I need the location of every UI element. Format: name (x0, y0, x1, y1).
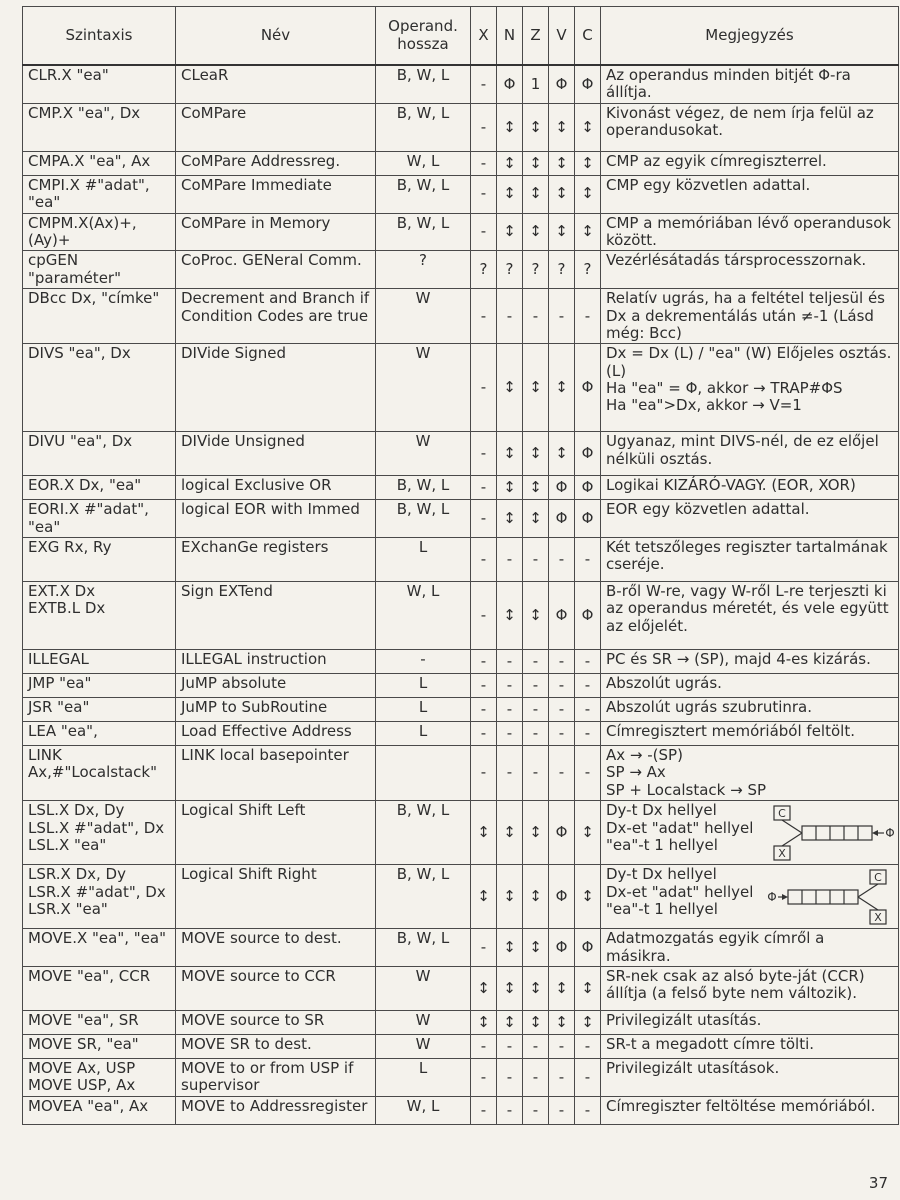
table-row (23, 213, 899, 251)
name-cell: MOVE to or from USP if supervisor (176, 1059, 376, 1097)
flag-cell: Φ (549, 476, 575, 500)
flag-cell: - (549, 1035, 575, 1059)
flag-cell: ↕ (549, 151, 575, 175)
table-row (23, 674, 899, 698)
syntax-cell: EXT.X Dx EXTB.L Dx (23, 582, 176, 650)
flag-cell: ↕ (575, 1011, 601, 1035)
syntax-cell: MOVE Ax, USP MOVE USP, Ax (23, 1059, 176, 1097)
flag-cell: - (523, 1035, 549, 1059)
flag-cell: ↕ (497, 865, 523, 929)
table-row (23, 432, 899, 476)
flag-cell: ↕ (549, 103, 575, 151)
table-row (23, 801, 899, 865)
flag-cell: ↕ (575, 103, 601, 151)
table-row (23, 65, 899, 103)
flag-cell: ↕ (497, 476, 523, 500)
operand-size-cell: L (376, 674, 471, 698)
name-cell: EXchanGe registers (176, 538, 376, 582)
name-cell: CoMPare in Memory (176, 213, 376, 251)
operand-size-cell: L (376, 1059, 471, 1097)
flag-cell: - (523, 1059, 549, 1097)
note-cell: Privilegizált utasítás. (601, 1011, 899, 1035)
note-cell: Az operandus minden bitjét Φ-ra állítja. (601, 65, 899, 103)
flag-cell: ↕ (523, 582, 549, 650)
table-row (23, 175, 899, 213)
name-cell: MOVE source to dest. (176, 929, 376, 967)
syntax-cell: CMPI.X #"adat", "ea" (23, 175, 176, 213)
operand-size-cell: B, W, L (376, 213, 471, 251)
flag-cell: ↕ (523, 432, 549, 476)
flag-cell: ↕ (497, 1011, 523, 1035)
flag-cell: - (523, 674, 549, 698)
flag-cell: ↕ (575, 865, 601, 929)
flag-cell: - (549, 289, 575, 344)
name-cell: MOVE SR to dest. (176, 1035, 376, 1059)
zero-input-label: Φ (767, 890, 777, 905)
table-row (23, 1035, 899, 1059)
flag-cell: ↕ (549, 432, 575, 476)
flag-cell: Φ (549, 65, 575, 103)
flag-cell: Φ (549, 500, 575, 538)
flag-cell: - (471, 1059, 497, 1097)
flag-cell: Φ (575, 432, 601, 476)
flag-cell: - (549, 538, 575, 582)
zero-input-label: Φ (885, 826, 895, 841)
syntax-cell: EOR.X Dx, "ea" (23, 476, 176, 500)
flag-cell: - (497, 1035, 523, 1059)
flag-cell: ↕ (523, 801, 549, 865)
flag-cell: - (497, 538, 523, 582)
table-body (23, 65, 899, 1124)
table-row (23, 722, 899, 746)
flag-cell: ↕ (549, 175, 575, 213)
note-cell: B-ről W-re, vagy W-ről L-re terjeszti ki az operandus méretét, és vele együtt az előjelét. (601, 582, 899, 650)
flag-cell: Φ (549, 865, 575, 929)
operand-size-cell: B, W, L (376, 65, 471, 103)
flag-cell: - (471, 65, 497, 103)
syntax-cell: LSL.X Dx, Dy LSL.X #"adat", Dx LSL.X "ea" (23, 801, 176, 865)
flag-cell: Φ (575, 929, 601, 967)
flag-cell: ↕ (471, 801, 497, 865)
flag-cell: - (471, 1096, 497, 1124)
flag-cell: Φ (575, 476, 601, 500)
table-row (23, 476, 899, 500)
flag-cell: ↕ (523, 500, 549, 538)
syntax-cell: DIVU "ea", Dx (23, 432, 176, 476)
col-operand-size: Operand. hossza (376, 7, 471, 66)
flag-cell: - (523, 722, 549, 746)
table-row (23, 151, 899, 175)
flag-cell: - (471, 674, 497, 698)
flag-cell: - (497, 1059, 523, 1097)
operand-size-cell: L (376, 538, 471, 582)
flag-cell: - (523, 1096, 549, 1124)
name-cell: MOVE source to CCR (176, 967, 376, 1011)
note-cell: Dy-t Dx hellyel Dx-et "adat" hellyel "ea"-t 1 hellyel C X Φ (601, 865, 899, 929)
name-cell: JuMP absolute (176, 674, 376, 698)
flag-cell: - (471, 289, 497, 344)
flag-cell: - (575, 722, 601, 746)
flag-cell: ↕ (523, 175, 549, 213)
operand-size-cell: B, W, L (376, 476, 471, 500)
name-cell: CLeaR (176, 65, 376, 103)
table-row (23, 698, 899, 722)
flag-cell: - (575, 650, 601, 674)
name-cell: CoMPare Addressreg. (176, 151, 376, 175)
flag-cell: - (497, 698, 523, 722)
note-cell: Adatmozgatás egyik címről a másikra. (601, 929, 899, 967)
flag-cell: ↕ (549, 344, 575, 432)
table-row (23, 865, 899, 929)
note-cell: Relatív ugrás, ha a feltétel teljesül és Dx a dekrementálás után ≠-1 (Lásd még: Bcc) (601, 289, 899, 344)
operand-size-cell: L (376, 698, 471, 722)
flag-cell: ↕ (575, 967, 601, 1011)
table-row (23, 967, 899, 1011)
flag-cell: - (549, 698, 575, 722)
flag-cell: ↕ (497, 500, 523, 538)
flag-cell: ↕ (471, 967, 497, 1011)
flag-cell: - (523, 650, 549, 674)
operand-size-cell: W (376, 1035, 471, 1059)
syntax-cell: MOVE "ea", SR (23, 1011, 176, 1035)
arrow-icon (858, 897, 878, 910)
flag-cell: ↕ (497, 432, 523, 476)
shift-right-diagram (766, 868, 896, 926)
instruction-table (22, 6, 899, 1125)
flag-cell: ↕ (497, 582, 523, 650)
flag-cell: Φ (575, 65, 601, 103)
shift-left-diagram (766, 804, 896, 862)
flag-cell: ↕ (549, 967, 575, 1011)
flag-cell: ↕ (523, 1011, 549, 1035)
col-flag-n: N (497, 7, 523, 66)
flag-cell: - (575, 1096, 601, 1124)
flag-cell: Φ (497, 65, 523, 103)
syntax-cell: JMP "ea" (23, 674, 176, 698)
flag-cell: ↕ (497, 175, 523, 213)
flag-cell: ↕ (523, 344, 549, 432)
flag-cell: ? (549, 251, 575, 289)
flag-cell: - (497, 746, 523, 801)
extend-flag-label: X (874, 911, 882, 925)
syntax-cell: LSR.X Dx, Dy LSR.X #"adat", Dx LSR.X "ea" (23, 865, 176, 929)
carry-flag-label: C (778, 807, 786, 821)
flag-cell: ↕ (523, 151, 549, 175)
extend-flag-label: X (778, 847, 786, 861)
flag-cell: - (575, 674, 601, 698)
name-cell: MOVE to Addressregister (176, 1096, 376, 1124)
syntax-cell: MOVE "ea", CCR (23, 967, 176, 1011)
name-cell: CoMPare Immediate (176, 175, 376, 213)
table-row (23, 538, 899, 582)
syntax-cell: JSR "ea" (23, 698, 176, 722)
name-cell: LINK local basepointer (176, 746, 376, 801)
note-cell: CMP egy közvetlen adattal. (601, 175, 899, 213)
register-box-icon (802, 826, 872, 840)
note-cell: Kivonást végez, de nem írja felül az operandusokat. (601, 103, 899, 151)
operand-size-cell: W, L (376, 582, 471, 650)
flag-cell: - (471, 500, 497, 538)
name-cell: logical EOR with Immed (176, 500, 376, 538)
syntax-cell: MOVE SR, "ea" (23, 1035, 176, 1059)
flag-cell: Φ (549, 801, 575, 865)
syntax-cell: cpGEN "paraméter" (23, 251, 176, 289)
flag-cell: - (575, 289, 601, 344)
flag-cell: - (471, 151, 497, 175)
name-cell: Decrement and Branch if Condition Codes are true (176, 289, 376, 344)
flag-cell: - (549, 1096, 575, 1124)
col-notes: Megjegyzés (601, 7, 899, 66)
flag-cell: ↕ (523, 103, 549, 151)
flag-cell: - (471, 722, 497, 746)
flag-cell: - (471, 698, 497, 722)
flag-cell: - (471, 175, 497, 213)
flag-cell: - (575, 538, 601, 582)
register-box-icon (788, 890, 858, 904)
name-cell: logical Exclusive OR (176, 476, 376, 500)
note-cell: Ugyanaz, mint DIVS-nél, de ez előjel nélküli osztás. (601, 432, 899, 476)
syntax-cell: DBcc Dx, "címke" (23, 289, 176, 344)
name-cell: Sign EXTend (176, 582, 376, 650)
arrowhead-icon (782, 894, 788, 900)
operand-size-cell: W (376, 344, 471, 432)
name-cell: DIVide Signed (176, 344, 376, 432)
syntax-cell: CMP.X "ea", Dx (23, 103, 176, 151)
flag-cell: - (471, 538, 497, 582)
flag-cell: ? (523, 251, 549, 289)
syntax-cell: DIVS "ea", Dx (23, 344, 176, 432)
col-flag-z: Z (523, 7, 549, 66)
flag-cell: ↕ (523, 213, 549, 251)
operand-size-cell: B, W, L (376, 175, 471, 213)
flag-cell: ↕ (497, 151, 523, 175)
flag-cell: ↕ (523, 865, 549, 929)
flag-cell: ↕ (497, 103, 523, 151)
flag-cell: - (497, 289, 523, 344)
col-flag-x: X (471, 7, 497, 66)
syntax-cell: CMPA.X "ea", Ax (23, 151, 176, 175)
flag-cell: - (523, 698, 549, 722)
flag-cell: Φ (549, 582, 575, 650)
note-cell: Címregiszter feltöltése memóriából. (601, 1096, 899, 1124)
note-cell: Abszolút ugrás. (601, 674, 899, 698)
flag-cell: - (471, 929, 497, 967)
note-cell: SR-t a megadott címre tölti. (601, 1035, 899, 1059)
operand-size-cell: L (376, 722, 471, 746)
syntax-cell: EORI.X #"adat", "ea" (23, 500, 176, 538)
operand-size-cell: ? (376, 251, 471, 289)
arrow-icon (858, 884, 878, 897)
flag-cell: - (549, 722, 575, 746)
syntax-cell: MOVEA "ea", Ax (23, 1096, 176, 1124)
flag-cell: ↕ (549, 1011, 575, 1035)
flag-cell: ↕ (497, 213, 523, 251)
name-cell: Logical Shift Left (176, 801, 376, 865)
table-row (23, 650, 899, 674)
note-cell: EOR egy közvetlen adattal. (601, 500, 899, 538)
flag-cell: - (497, 1096, 523, 1124)
flag-cell: ↕ (575, 175, 601, 213)
operand-size-cell: W (376, 289, 471, 344)
flag-cell: - (575, 698, 601, 722)
name-cell: CoMPare (176, 103, 376, 151)
syntax-cell: CLR.X "ea" (23, 65, 176, 103)
operand-size-cell (376, 746, 471, 801)
flag-cell: - (523, 538, 549, 582)
name-cell: JuMP to SubRoutine (176, 698, 376, 722)
name-cell: DIVide Unsigned (176, 432, 376, 476)
flag-cell: ↕ (575, 151, 601, 175)
flag-cell: - (471, 432, 497, 476)
flag-cell: - (549, 1059, 575, 1097)
name-cell: Logical Shift Right (176, 865, 376, 929)
note-cell: Dx = Dx (L) / "ea" (W) Előjeles osztás. (L) Ha "ea" = Φ, akkor → TRAP#ΦS Ha "ea">Dx, akkor → V=1 (601, 344, 899, 432)
table-row (23, 1059, 899, 1097)
flag-cell: - (523, 289, 549, 344)
flag-cell: ↕ (523, 929, 549, 967)
table-row (23, 500, 899, 538)
note-cell: Dy-t Dx hellyel Dx-et "adat" hellyel "ea"-t 1 hellyel C X Φ (601, 801, 899, 865)
name-cell: Load Effective Address (176, 722, 376, 746)
operand-size-cell: - (376, 650, 471, 674)
name-cell: MOVE source to SR (176, 1011, 376, 1035)
flag-cell: ↕ (549, 213, 575, 251)
flag-cell: ↕ (575, 213, 601, 251)
flag-cell: Φ (575, 344, 601, 432)
flag-cell: - (549, 650, 575, 674)
operand-size-cell: W (376, 967, 471, 1011)
flag-cell: ↕ (471, 1011, 497, 1035)
flag-cell: ? (497, 251, 523, 289)
flag-cell: Φ (575, 500, 601, 538)
col-flag-c: C (575, 7, 601, 66)
note-cell: Vezérlésátadás társprocesszornak. (601, 251, 899, 289)
operand-size-cell: W, L (376, 151, 471, 175)
table-row (23, 582, 899, 650)
operand-size-cell: W (376, 432, 471, 476)
flag-cell: ↕ (497, 967, 523, 1011)
flag-cell: ↕ (497, 344, 523, 432)
operand-size-cell: B, W, L (376, 103, 471, 151)
table-row (23, 746, 899, 801)
col-syntax: Szintaxis (23, 7, 176, 66)
flag-cell: - (497, 674, 523, 698)
flag-cell: - (575, 1035, 601, 1059)
flag-cell: ↕ (497, 801, 523, 865)
operand-size-cell: W, L (376, 1096, 471, 1124)
flag-cell: - (471, 344, 497, 432)
note-cell: Ax → -(SP) SP → Ax SP + Localstack → SP (601, 746, 899, 801)
note-cell: Két tetszőleges regiszter tartalmának cseréje. (601, 538, 899, 582)
header-row (23, 7, 899, 66)
name-cell: CoProc. GENeral Comm. (176, 251, 376, 289)
flag-cell: - (575, 1059, 601, 1097)
note-cell: CMP az egyik címregiszterrel. (601, 151, 899, 175)
flag-cell: - (497, 722, 523, 746)
table-row (23, 344, 899, 432)
flag-cell: - (471, 582, 497, 650)
col-name: Név (176, 7, 376, 66)
syntax-cell: EXG Rx, Ry (23, 538, 176, 582)
syntax-cell: LEA "ea", (23, 722, 176, 746)
note-cell: Privilegizált utasítások. (601, 1059, 899, 1097)
flag-cell: Φ (575, 582, 601, 650)
flag-cell: - (471, 1035, 497, 1059)
syntax-cell: CMPM.X(Ax)+, (Ay)+ (23, 213, 176, 251)
operand-size-cell: B, W, L (376, 865, 471, 929)
flag-cell: - (471, 213, 497, 251)
table-row (23, 1011, 899, 1035)
note-cell: PC és SR → (SP), majd 4-es kizárás. (601, 650, 899, 674)
flag-cell: ? (575, 251, 601, 289)
flag-cell: - (549, 746, 575, 801)
operand-size-cell: W (376, 1011, 471, 1035)
flag-cell: ↕ (523, 967, 549, 1011)
flag-cell: ↕ (471, 865, 497, 929)
operand-size-cell: B, W, L (376, 929, 471, 967)
flag-cell: ↕ (497, 929, 523, 967)
flag-cell: - (497, 650, 523, 674)
table-row (23, 1096, 899, 1124)
note-cell: SR-nek csak az alsó byte-ját (CCR) állítja (a felső byte nem változik). (601, 967, 899, 1011)
carry-flag-label: C (874, 871, 882, 885)
operand-size-cell: B, W, L (376, 500, 471, 538)
note-cell: Címregisztert memóriából feltölt. (601, 722, 899, 746)
flag-cell: - (471, 476, 497, 500)
flag-cell: - (471, 103, 497, 151)
flag-cell: - (549, 674, 575, 698)
arrow-icon (782, 833, 802, 846)
table-row (23, 289, 899, 344)
arrow-icon (782, 820, 802, 833)
flag-cell: 1 (523, 65, 549, 103)
flag-cell: - (523, 746, 549, 801)
flag-cell: ? (471, 251, 497, 289)
syntax-cell: MOVE.X "ea", "ea" (23, 929, 176, 967)
note-cell: CMP a memóriában lévő operandusok között. (601, 213, 899, 251)
page-number: 37 (868, 1174, 888, 1192)
syntax-cell: ILLEGAL (23, 650, 176, 674)
flag-cell: ↕ (523, 476, 549, 500)
flag-cell: - (575, 746, 601, 801)
table-row (23, 929, 899, 967)
operand-size-cell: B, W, L (376, 801, 471, 865)
col-flag-v: V (549, 7, 575, 66)
syntax-cell: LINK Ax,#"Localstack" (23, 746, 176, 801)
flag-cell: ↕ (575, 801, 601, 865)
name-cell: ILLEGAL instruction (176, 650, 376, 674)
flag-cell: Φ (549, 929, 575, 967)
flag-cell: - (471, 746, 497, 801)
note-cell: Abszolút ugrás szubrutinra. (601, 698, 899, 722)
table-row (23, 103, 899, 151)
flag-cell: - (471, 650, 497, 674)
arrowhead-icon (872, 830, 878, 836)
table-row (23, 251, 899, 289)
note-cell: Logikai KIZÁRÓ-VAGY. (EOR, XOR) (601, 476, 899, 500)
